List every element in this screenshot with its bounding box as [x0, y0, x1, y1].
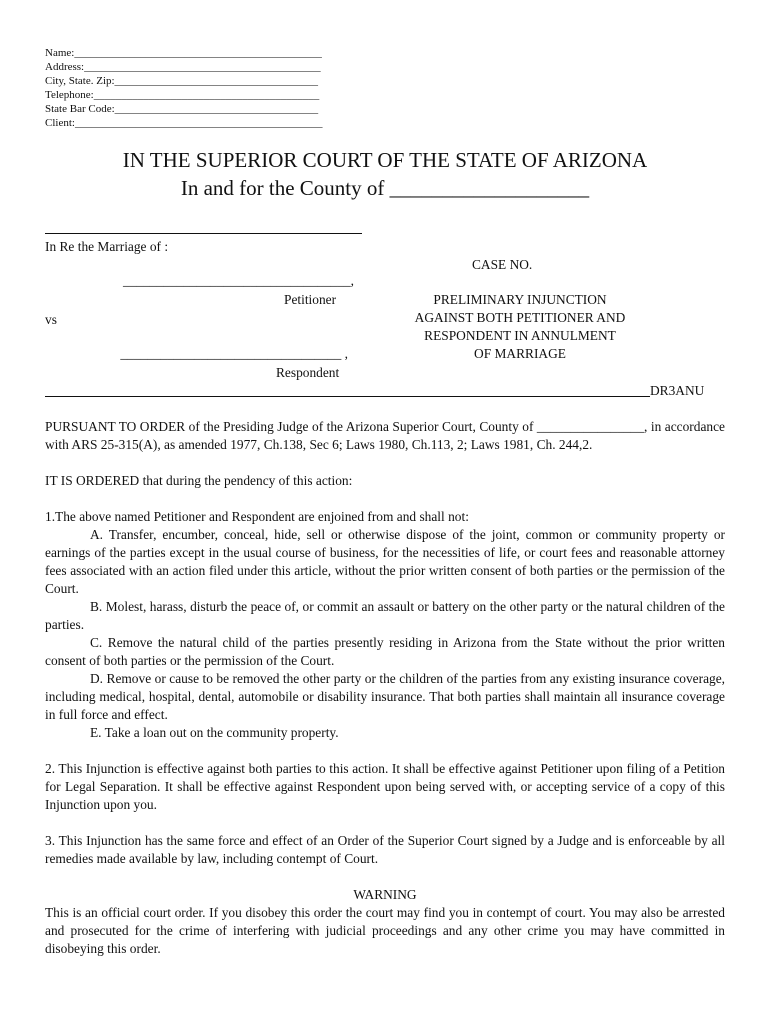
paragraph-3: 3. This Injunction has the same force and effect of an Order of the Superior Court signed by a Judge and is enforceable by all remedies made available by law, including contempt of Court. — [45, 833, 725, 866]
warning-title: WARNING — [353, 887, 417, 902]
caption-top-rule — [45, 233, 362, 234]
warning-text: This is an official court order. If you disobey this order the court may find you in contempt of court. You may also be arrested and prosecuted for the crime of interfering with judicial proceedings and any other crime you may have committed in disobeying this order. — [45, 905, 725, 956]
paragraph-1-d: D. Remove or cause to be removed the other party or the children of the parties from any existing insurance coverage, including medical, hospital, dental, automobile or disability insurance. That both parties shall maintain all insurance coverage in full force and effect. — [45, 671, 725, 722]
state-bar-code-line: State Bar Code:_____________________________________ — [45, 103, 319, 115]
paragraph-1-e: E. Take a loan out on the community property. — [90, 725, 339, 740]
document-title-line: PRELIMINARY INJUNCTION — [433, 292, 607, 307]
in-re-label: In Re the Marriage of : — [45, 239, 169, 254]
paragraph-1-b: B. Molest, harass, disturb the peace of, or commit an assault or battery on the other party or the natural children of the parties. — [45, 599, 725, 632]
paragraph-2: 2. This Injunction is effective against both parties to this action. It shall be effective against Petitioner upon filing of a Petition for Legal Separation. It shall be effective against Respondent upon being served with, or accepting service of a copy of this Injunction upon you. — [45, 761, 725, 812]
document-code: DR3ANU — [650, 383, 705, 398]
county-line: In and for the County of ___________________ — [180, 176, 590, 200]
petitioner-name-blank: __________________________________, — [123, 273, 354, 288]
telephone-line: Telephone:_________________________________________ — [45, 89, 320, 101]
court-title: IN THE SUPERIOR COURT OF THE STATE OF ARIZONA — [122, 148, 648, 172]
pursuant-paragraph: PURSUANT TO ORDER of the Presiding Judge of the Arizona Superior Court, County of ________________, in accordance with ARS 25-315(A), as amended 1977, Ch.138, Sec 6; Laws 1980, Ch.113, 2; Laws 1981, Ch. 244,2. — [45, 419, 725, 452]
versus-label: vs — [45, 312, 57, 327]
respondent-label: Respondent — [276, 365, 340, 380]
paragraph-1-intro: 1.The above named Petitioner and Respondent are enjoined from and shall not: — [45, 509, 469, 524]
ordered-paragraph: IT IS ORDERED that during the pendency of this action: — [45, 473, 353, 488]
name-line: Name:_____________________________________________ — [45, 47, 322, 59]
document-title-line: OF MARRIAGE — [474, 346, 566, 361]
document-title-line: RESPONDENT IN ANNULMENT — [424, 328, 616, 343]
petitioner-label: Petitioner — [284, 292, 337, 307]
attorney-info-block — [45, 46, 365, 130]
client-line: Client:_____________________________________________ — [45, 117, 323, 129]
paragraph-1-a: A. Transfer, encumber, conceal, hide, sell or otherwise dispose of the joint, common or community property or earnings of the parties except in the usual course of business, for the necessities of life, or court fees and reasonable attorney fees associated with an action filed under this article, without the prior written consent of both parties or the permission of the Court. — [45, 527, 725, 596]
order-body — [45, 418, 725, 958]
city-state-zip-line: City, State. Zip:_____________________________________ — [45, 75, 319, 87]
document-title — [370, 291, 670, 363]
paragraph-1-c: C. Remove the natural child of the parties presently residing in Arizona from the State without the prior written consent of both parties or the permission of the Court. — [45, 635, 725, 668]
document-title-line: AGAINST BOTH PETITIONER AND — [414, 310, 626, 325]
caption-bottom-rule — [45, 396, 650, 397]
respondent-name-blank: _________________________________ , — [120, 346, 348, 361]
address-line: Address:___________________________________________ — [45, 61, 321, 73]
case-number-label: CASE NO. — [472, 257, 533, 272]
